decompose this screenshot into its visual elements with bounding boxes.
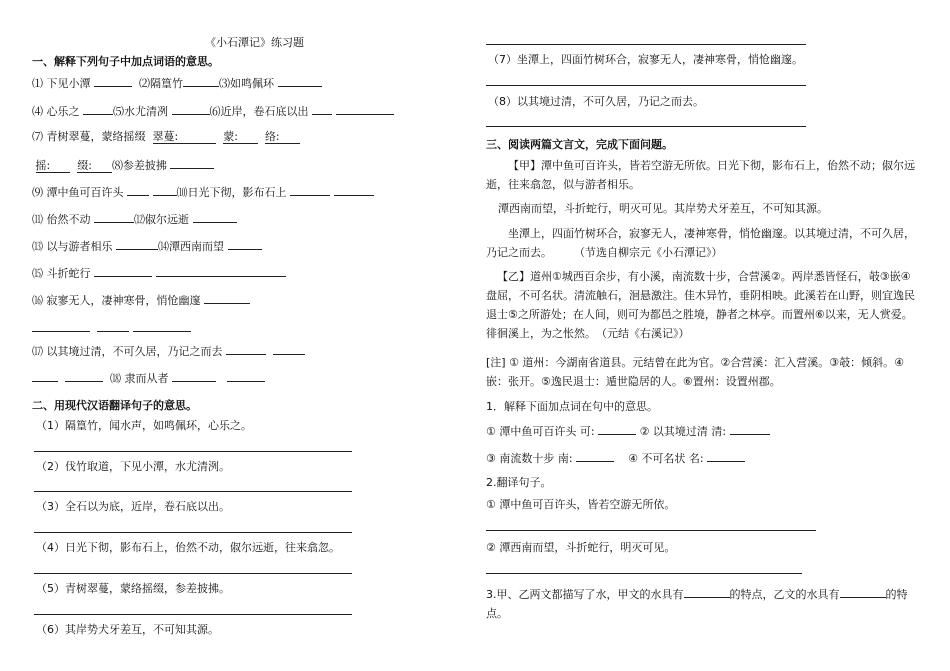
blank[interactable]	[730, 423, 770, 435]
blank[interactable]	[32, 370, 58, 382]
s1-row-8	[32, 265, 286, 281]
blank[interactable]	[65, 370, 103, 382]
blank[interactable]	[204, 292, 250, 304]
s2-item-5: （5）青树翠蔓，蒙络摇缀，参差披拂。	[36, 582, 230, 595]
s1-q7: ⑺ 青树翠蔓，蒙络摇缀	[32, 130, 146, 143]
s3-q3-part-a: 3.甲、乙两文都描写了水，甲文的水具有	[486, 588, 684, 601]
s3-q3-part-c: 的特	[885, 588, 908, 601]
s3-q1-row-1	[486, 423, 770, 439]
s1-q7-blank-1	[153, 130, 217, 144]
section-3-heading: 三、阅读两篇文言文，完成下面问题。	[486, 138, 673, 151]
label: 络:	[264, 130, 280, 143]
s1-row-4	[32, 157, 214, 173]
s1-row-7	[32, 238, 262, 254]
s1-row-3	[32, 130, 300, 144]
answer-line[interactable]	[34, 573, 352, 574]
blank[interactable]	[153, 184, 177, 196]
s1-q3: ⑶如鸣佩环	[219, 77, 274, 90]
blank[interactable]	[226, 343, 266, 355]
blank[interactable]	[312, 103, 332, 115]
passage-jia-p1: 【甲】潭中鱼可百许头，皆若空游无所依。日光下彻，影布石上，佁然不动；俶尔远逝，往来翕忽，似与游者相乐。	[486, 159, 915, 191]
blank[interactable]	[170, 157, 214, 169]
s1-q13: ⒀ 以与游者相乐	[32, 240, 113, 253]
blank[interactable]	[290, 184, 330, 196]
answer-line[interactable]	[486, 44, 806, 45]
label: 缀:	[77, 159, 92, 172]
s3-q1a: ① 潭中鱼可百许头 可:	[486, 425, 595, 438]
s3-q2b: ② 潭西南而望，斗折蛇行，明灭可见。	[486, 541, 676, 554]
s2-item-4: （4）日光下彻，影布石上，佁然不动，俶尔远逝，往来翕忽。	[36, 541, 340, 554]
s1-q1: ⑴ 下见小潭	[32, 77, 91, 90]
s1-q14: ⒁潭西南而望	[158, 240, 224, 253]
s1-q12: ⑿俶尔远逝	[134, 213, 189, 226]
s1-q9: ⑼ 潭中鱼可百许头	[32, 186, 124, 199]
s2-item-7: （7）坐潭上，四面竹树环合，寂寥无人，凄神寒骨，悄怆幽邃。	[488, 53, 803, 66]
blank[interactable]	[684, 586, 730, 598]
s1-q7-blank-5	[77, 159, 112, 173]
blank[interactable]	[127, 184, 149, 196]
s1-q15: ⒂ 斗折蛇行	[32, 267, 91, 280]
blank[interactable]	[94, 211, 134, 223]
s1-row-12	[32, 370, 265, 386]
page-title: 《小石潭记》练习题	[205, 36, 304, 49]
answer-line[interactable]	[486, 573, 802, 574]
s1-q5: ⑸水尤清冽	[113, 105, 168, 118]
label: 摇:	[35, 159, 51, 172]
s1-row-11	[32, 343, 305, 359]
blank[interactable]	[193, 211, 237, 223]
s2-item-8: （8）以其境过清，不可久居，乃记之而去。	[488, 95, 704, 108]
s1-q7-blank-4	[36, 159, 71, 173]
section-1-heading: 一、解释下列句子中加点词语的意思。	[32, 55, 219, 68]
blank[interactable]	[227, 370, 265, 382]
answer-line[interactable]	[34, 532, 352, 533]
blank[interactable]	[273, 343, 305, 355]
blank[interactable]	[172, 103, 210, 115]
s1-q17: ⒄ 以其境过清，不可久居，乃记之而去	[32, 345, 223, 358]
s3-q1d: ④ 不可名状 名:	[628, 452, 704, 465]
answer-line[interactable]	[34, 491, 352, 492]
s3-q2a: ① 潭中鱼可百许头，皆若空游无所依。	[486, 498, 676, 511]
blank[interactable]	[156, 265, 286, 277]
s1-q7-blank-3	[265, 130, 300, 144]
s3-q1-row-2	[486, 450, 745, 466]
label: 翠蔓:	[152, 130, 179, 143]
s1-q11: ⑾ 佁然不动	[32, 213, 91, 226]
s3-q3-part-b: 的特点，乙文的水具有	[729, 588, 840, 601]
blank[interactable]	[94, 265, 152, 277]
blank[interactable]	[598, 423, 636, 435]
blank[interactable]	[183, 75, 219, 87]
s1-q8: ⑻参差披拂	[111, 159, 167, 172]
blank[interactable]	[840, 586, 886, 598]
answer-line[interactable]	[34, 614, 352, 615]
s1-row-6	[32, 211, 237, 227]
answer-line[interactable]	[486, 530, 816, 531]
s3-q1-heading: 1．解释下面加点词在句中的意思。	[486, 400, 658, 413]
s1-row-9	[32, 292, 250, 308]
s2-item-2: （2）伐竹取道，下见小潭，水尤清洌。	[36, 460, 230, 473]
s1-row-1	[32, 75, 322, 91]
blank[interactable]	[94, 75, 132, 87]
s1-q6: ⑹近岸，卷石底以出	[209, 105, 309, 118]
s3-q3-line-2: 点。	[486, 607, 508, 620]
s1-row-2	[32, 103, 394, 119]
answer-line[interactable]	[486, 126, 806, 127]
blank[interactable]	[707, 450, 745, 462]
s3-q1b: ② 以其境过清 清:	[639, 425, 727, 438]
blank[interactable]	[278, 75, 322, 87]
s3-q3-line-1	[486, 586, 908, 602]
s1-q18: ⒅ 隶而从者	[110, 372, 169, 385]
blank[interactable]	[172, 370, 216, 382]
blank[interactable]	[32, 320, 90, 332]
passage-jia-p2: 潭西南而望，斗折蛇行，明灭可见。其岸势犬牙差互，不可知其源。	[498, 202, 828, 215]
annotation-note: [注] ① 道州：今湖南省道县。元结曾在此为官。②合营溪：汇入营溪。③攲：倾斜。④嵌：张开。⑤逸民退士：遁世隐居的人。⑥置州：设置州郡。	[486, 356, 905, 388]
blank[interactable]	[576, 450, 614, 462]
s3-q1c: ③ 南流数十步 南:	[486, 452, 573, 465]
s1-row-5	[32, 184, 374, 200]
answer-line[interactable]	[486, 85, 806, 86]
s1-q4: ⑷ 心乐之	[32, 105, 80, 118]
s1-q10: ⑽日光下彻，影布石上	[176, 186, 287, 199]
s2-item-1: （1）隔篁竹，闻水声，如鸣佩环，心乐之。	[36, 419, 252, 432]
label: 蒙:	[223, 130, 238, 143]
blank[interactable]	[83, 103, 113, 115]
blank[interactable]	[133, 320, 191, 332]
passage-yi: 【乙】道州①城西百余步，有小溪，南流数十步，合营溪②。两岸悉皆怪石，攲③嵌④盘屈，不可名状。清流触石，洄悬激注。佳木异竹，垂阴相映。此溪若在山野，则宜逸民退士⑤之所游处；在人间，则可为都邑之胜境，静者之林亭。而置州⑥以来，无人赏爱。徘徊溪上，为之怅然。 （元结《右溪记》）	[486, 270, 915, 340]
s1-row-10	[32, 320, 191, 336]
answer-line[interactable]	[34, 451, 352, 452]
passage-jia-p3: 坐潭上，四面竹树环合，寂寥无人，凄神寒骨，悄怆幽邃。以其境过清，不可久居，乃记之而去。 （节选自柳宗元《小石潭记》）	[486, 227, 915, 259]
blank[interactable]	[228, 238, 262, 250]
s1-q7-blank-2	[223, 130, 258, 144]
blank[interactable]	[336, 103, 394, 115]
blank[interactable]	[97, 320, 129, 332]
s3-q2-heading: 2.翻译句子。	[486, 476, 552, 489]
s2-item-6: （6）其岸势犬牙差互，不可知其源。	[36, 623, 219, 636]
section-2-heading: 二、用现代汉语翻译句子的意思。	[32, 399, 197, 412]
s1-q16: ⒃ 寂寥无人，凄神寒骨，悄怆幽邃	[32, 294, 201, 307]
s1-q2: ⑵隔篁竹	[139, 77, 183, 90]
s2-item-3: （3）全石以为底，近岸，卷石底以出。	[36, 500, 230, 513]
blank[interactable]	[334, 184, 374, 196]
blank[interactable]	[116, 238, 158, 250]
